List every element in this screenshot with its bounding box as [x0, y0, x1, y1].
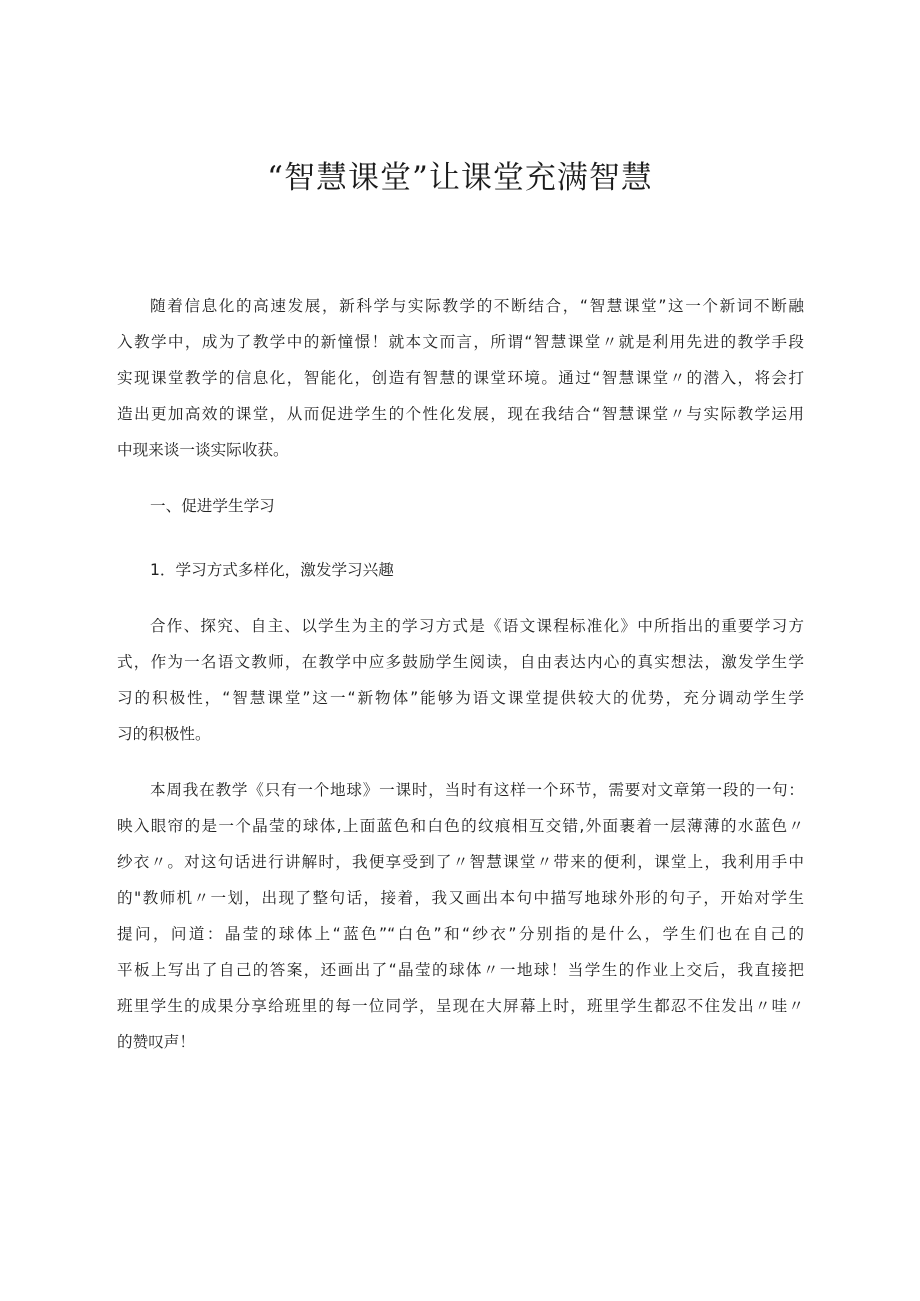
paragraph-line: 造出更加高效的课堂，从而促进学生的个性化发展，现在我结合“智慧课堂〃与实际教学运用	[117, 405, 804, 423]
paragraph-line: 合作、探究、自主、以学生为主的学习方式是《语文课程标准化》中所指出的重要学习方	[150, 617, 804, 635]
paragraph-line: 随着信息化的高速发展，新科学与实际教学的不断结合，“智慧课堂”这一个新词不断融	[150, 297, 804, 315]
paragraph-line: 的"教师机〃一划，出现了整句话，接着，我又画出本句中描写地球外形的句子，开始对学生	[117, 889, 804, 907]
paragraph-line: 本周我在教学《只有一个地球》一课时，当时有这样一个环节，需要对文章第一段的一句：	[150, 781, 804, 799]
paragraph-line: 的赞叹声！	[117, 1033, 195, 1051]
paragraph-line: 习的积极性，“智慧课堂”这一“新物体”能够为语文课堂提供较大的优势，充分调动学生学	[117, 689, 804, 707]
paragraph-line: 提问，问道：晶莹的球体上“蓝色”“白色”和“纱衣”分别指的是什么，学生们也在自己的	[117, 925, 804, 943]
paragraph-line: 纱衣〃。对这句话进行讲解时，我便享受到了〃智慧课堂〃带来的便利，课堂上，我利用手中	[117, 853, 804, 871]
subsection-heading: 1．学习方式多样化，激发学习兴趣	[150, 561, 394, 579]
paragraph-line: 平板上写出了自己的答案，还画出了“晶莹的球体〃一地球！当学生的作业上交后，我直接把	[117, 961, 804, 979]
paragraph-line: 映入眼帘的是一个晶莹的球体,上面蓝色和白色的纹痕相互交错,外面裹着一层薄薄的水蓝色〃	[117, 817, 804, 835]
paragraph-line: 中现来谈一谈实际收获。	[117, 441, 289, 459]
section-heading: 一、促进学生学习	[150, 497, 275, 515]
paragraph-line: 实现课堂教学的信息化，智能化，创造有智慧的课堂环境。通过“智慧课堂〃的潜入，将会打	[117, 369, 804, 387]
paragraph-line: 习的积极性。	[117, 725, 211, 743]
paragraph-line: 入教学中，成为了教学中的新憧憬！就本文而言，所谓“智慧课堂〃就是利用先进的教学手段	[117, 333, 804, 351]
document-title: “智慧课堂”让课堂充满智慧	[267, 160, 653, 196]
paragraph-line: 式，作为一名语文教师，在教学中应多鼓励学生阅读，自由表达内心的真实想法，激发学生学	[117, 653, 804, 671]
paragraph-line: 班里学生的成果分享给班里的每一位同学，呈现在大屏幕上时，班里学生都忍不住发出〃哇〃	[117, 997, 804, 1015]
